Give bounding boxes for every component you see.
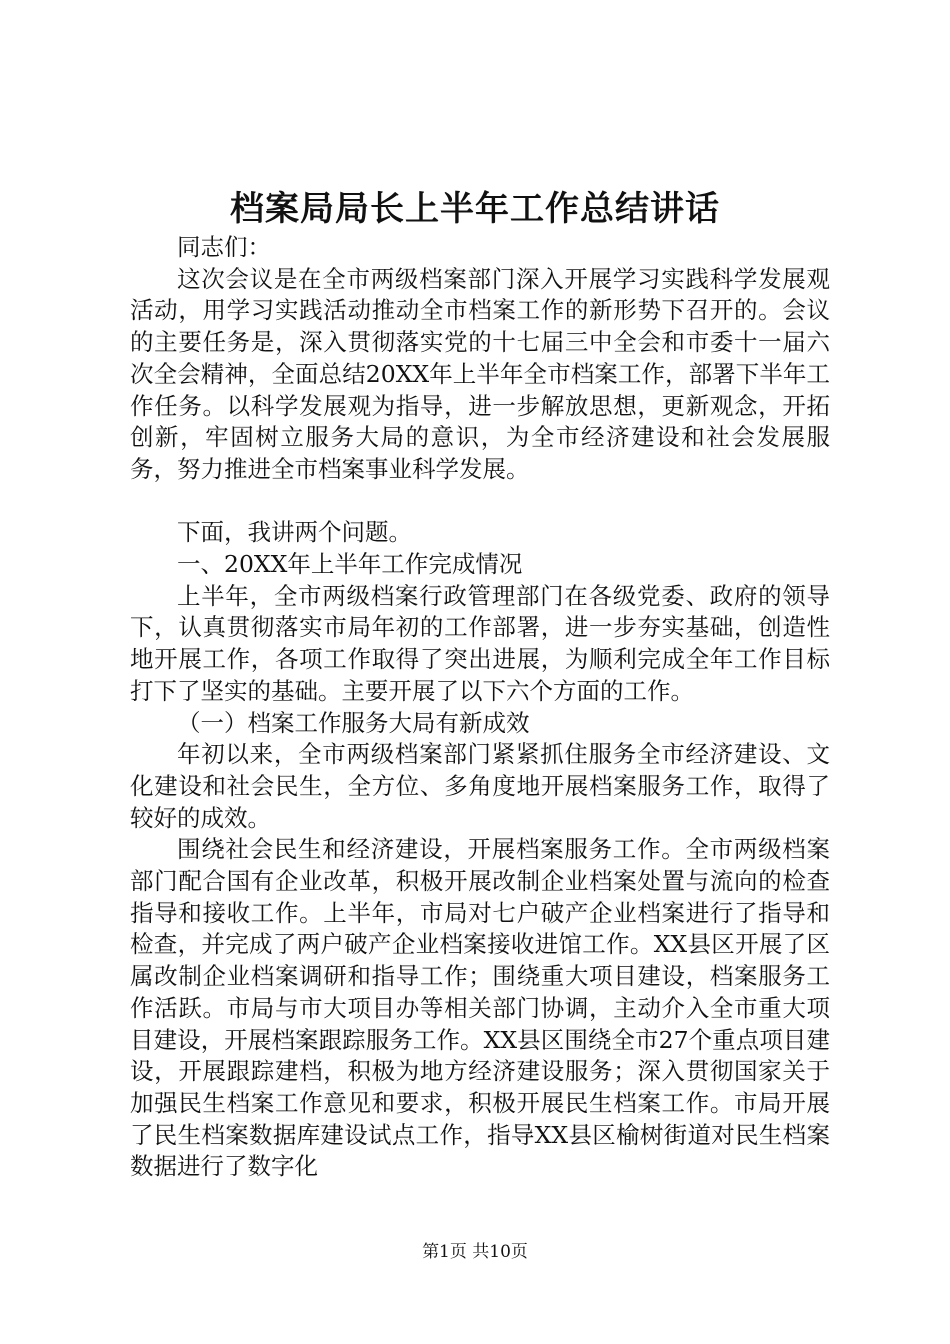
body-paragraph: 年初以来，全市两级档案部门紧紧抓住服务全市经济建设、文化建设和社会民生，全方位、多角度地开展档案服务工作，取得了较好的成效。 <box>130 740 830 832</box>
salutation-paragraph: 同志们： <box>177 233 271 261</box>
document-title: 档案局局长上半年工作总结讲话 <box>230 189 720 229</box>
document-body <box>130 232 830 1183</box>
page-footer: 第1页 共10页 <box>422 1242 528 1262</box>
body-paragraph: 上半年，全市两级档案行政管理部门在各级党委、政府的领导下，认真贯彻落实市局年初的工作部署，进一步夯实基础，创造性地开展工作，各项工作取得了突出进展，为顺利完成全年工作目标打下了坚实的基础。主要开展了以下六个方面的工作。 <box>130 581 830 705</box>
body-paragraph: 围绕社会民生和经济建设，开展档案服务工作。全市两级档案部门配合国有企业改革，积极开展改制企业档案处置与流向的检查指导和接收工作。上半年，市局对七户破产企业档案进行了指导和检查，并完成了两户破产企业档案接收进馆工作。XX县区开展了区属改制企业档案调研和指导工作；围绕重大项目建设，档案服务工作活跃。市局与市大项目办等相关部门协调，主动介入全市重大项目建设，开展档案跟踪服务工作。XX县区围绕全市27个重点项目建设，开展跟踪建档，积极为地方经济建设服务；深入贯彻国家关于加强民生档案工作意见和要求，积极开展民生档案工作。市局开展了民生档案数据库建设试点工作，指导XX县区榆树街道对民生档案数据进行了数字化 <box>130 835 830 1181</box>
subsection-heading: （一）档案工作服务大局有新成效 <box>177 708 530 737</box>
section-heading: 一、20XX年上半年工作完成情况 <box>177 550 523 579</box>
body-paragraph: 这次会议是在全市两级档案部门深入开展学习实践科学发展观活动，用学习实践活动推动全市档案工作的新形势下召开的。会议的主要任务是，深入贯彻落实党的十七届三中全会和市委十一届六次全会精神，全面总结20XX年上半年全市档案工作，部署下半年工作任务。以科学发展观为指导，进一步解放思想，更新观念，开拓创新，牢固树立服务大局的意识，为全市经济建设和社会发展服务，努力推进全市档案事业科学发展。 <box>130 264 830 483</box>
body-paragraph: 下面，我讲两个问题。 <box>177 518 412 547</box>
